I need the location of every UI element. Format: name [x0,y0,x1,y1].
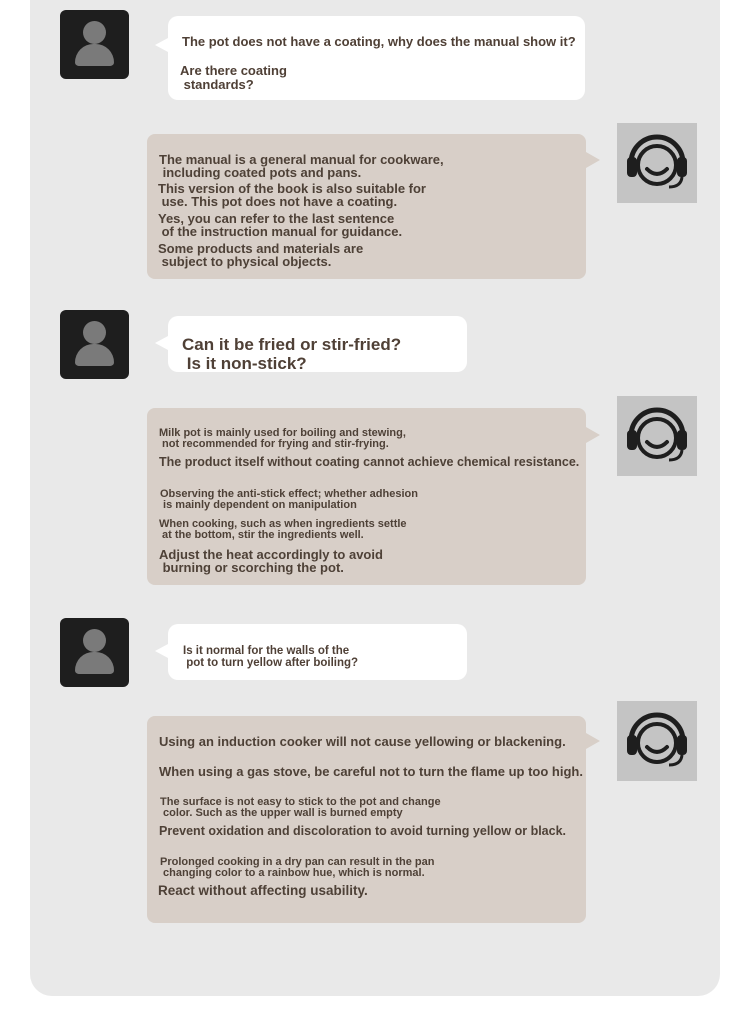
answer-line: Prevent oxidation and discoloration to avoid turning yellow or black. [159,824,567,838]
answer-line: The product itself without coating cannot achieve chemical resistance. [159,455,580,469]
answer-line: React without affecting usability. [158,883,368,898]
customer-service-headset-icon [617,123,697,203]
user-avatar-icon [60,10,129,79]
answer-line: The surface is not easy to stick to the pot and change color. Such as the upper wall is burned empty [160,796,441,819]
answer-line: Observing the anti-stick effect; whether adhesion is mainly dependent on manipulation [160,488,418,511]
answer-line: Milk pot is mainly used for boiling and stewing, not recommended for frying and stir-frying. [159,427,406,450]
answer-line: When cooking, such as when ingredients settle at the bottom, stir the ingredients well. [159,518,407,541]
question-line: Is it normal for the walls of the pot to turn yellow after boiling? [183,645,359,669]
answer-line: Yes, you can refer to the last sentence of the instruction manual for guidance. [158,211,403,239]
answer-line: This version of the book is also suitable for use. This pot does not have a coating. [158,181,426,209]
answer-bubble-2 [147,408,586,585]
answer-line: Prolonged cooking in a dry pan can result in the pan changing color to a rainbow hue, which is normal. [160,856,435,879]
question-line: Are there coating standards? [180,63,287,92]
user-avatar-icon [60,310,129,379]
answer-line: Adjust the heat accordingly to avoid burning or scorching the pot. [159,547,383,575]
customer-service-headset-icon [617,396,697,476]
customer-service-headset-icon [617,701,697,781]
answer-line: When using a gas stove, be careful not to turn the flame up too high. [159,764,583,779]
user-avatar-icon [60,618,129,687]
answer-line: The manual is a general manual for cookware, including coated pots and pans. [159,152,444,180]
answer-bubble-3 [147,716,586,923]
question-bubble-1 [168,16,585,100]
question-bubble-2 [168,316,467,372]
question-line: Can it be fried or stir-fried? Is it non-stick? [182,335,402,373]
answer-line: Using an induction cooker will not cause yellowing or blackening. [159,734,566,749]
answer-line: Some products and materials are subject to physical objects. [158,241,364,269]
question-bubble-3 [168,624,467,680]
answer-bubble-1 [147,134,586,279]
question-line: The pot does not have a coating, why does the manual show it? [182,34,576,49]
